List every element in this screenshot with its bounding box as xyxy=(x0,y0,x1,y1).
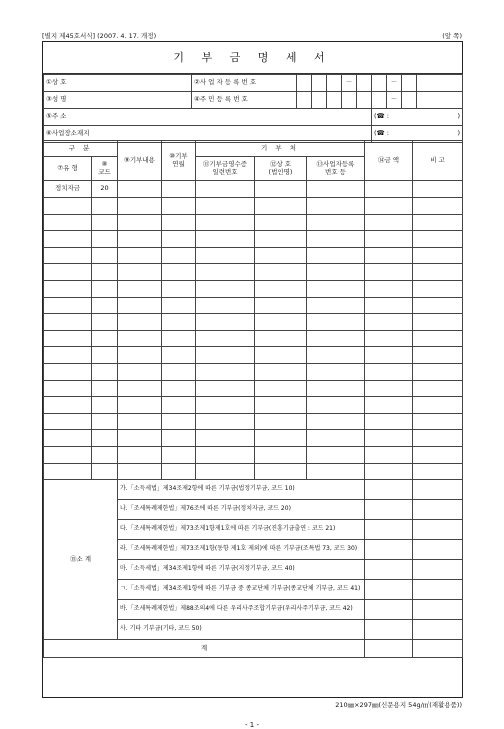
input-cell[interactable] xyxy=(118,247,162,264)
input-cell[interactable] xyxy=(365,397,413,414)
input-cell[interactable] xyxy=(92,214,118,231)
input-cell[interactable] xyxy=(307,430,365,447)
table-row xyxy=(44,446,463,463)
receipt-no-header: ⑪기부금영수증 일련번호 xyxy=(196,157,255,181)
input-cell[interactable] xyxy=(162,463,196,480)
type-cell: 정치자금 xyxy=(44,181,92,198)
table-row xyxy=(44,330,463,347)
input-cell[interactable] xyxy=(118,264,162,281)
input-cell[interactable] xyxy=(365,198,413,215)
biz-reg-no-label: ②사 업 자 등 록 번 호 xyxy=(192,75,297,92)
input-cell[interactable] xyxy=(307,214,365,231)
corp-name-header: ⑫상 호 (법인명) xyxy=(255,157,307,181)
input-cell[interactable] xyxy=(118,347,162,364)
input-cell[interactable] xyxy=(307,446,365,463)
input-cell[interactable] xyxy=(92,231,118,248)
input-cell[interactable] xyxy=(162,330,196,347)
input-cell[interactable] xyxy=(413,247,463,264)
subtotal-label: ⑮소 계 xyxy=(44,480,118,640)
input-cell[interactable] xyxy=(92,363,118,380)
kind-remarks[interactable] xyxy=(413,480,463,500)
resident-no-digit[interactable] xyxy=(312,92,327,109)
table-row xyxy=(44,363,463,380)
input-cell[interactable] xyxy=(365,446,413,463)
biz-reg-no-digit[interactable] xyxy=(357,75,372,92)
input-cell[interactable] xyxy=(196,297,255,314)
input-cell[interactable] xyxy=(365,247,413,264)
input-cell[interactable] xyxy=(196,214,255,231)
total-label: 계 xyxy=(44,640,365,658)
content-header: ⑨기부내용 xyxy=(118,141,162,181)
input-cell[interactable] xyxy=(162,446,196,463)
input-cell[interactable] xyxy=(196,280,255,297)
input-cell[interactable] xyxy=(365,264,413,281)
taxpayer-info-table xyxy=(43,74,463,143)
input-cell[interactable] xyxy=(196,198,255,215)
input-cell[interactable] xyxy=(413,231,463,248)
input-cell[interactable] xyxy=(255,314,307,331)
input-cell[interactable] xyxy=(162,380,196,397)
kind-amount[interactable] xyxy=(365,620,413,640)
donation-table xyxy=(43,140,463,658)
input-cell[interactable] xyxy=(365,330,413,347)
kind-remarks[interactable] xyxy=(413,600,463,620)
input-cell[interactable] xyxy=(255,413,307,430)
input-cell[interactable] xyxy=(118,446,162,463)
month-header: ⑩기부 연월 xyxy=(162,141,196,181)
input-cell[interactable] xyxy=(365,214,413,231)
input-cell[interactable] xyxy=(196,430,255,447)
input-cell[interactable] xyxy=(118,181,162,198)
input-cell[interactable] xyxy=(44,446,92,463)
resident-no-digit[interactable] xyxy=(402,92,417,109)
resident-no-digit[interactable] xyxy=(417,92,463,109)
input-cell[interactable] xyxy=(44,264,92,281)
input-cell[interactable] xyxy=(162,363,196,380)
input-cell[interactable] xyxy=(255,397,307,414)
trade-name-label: ①상 호 xyxy=(44,75,192,92)
input-cell[interactable] xyxy=(44,463,92,480)
phone-suffix: ) xyxy=(457,129,460,138)
input-cell[interactable] xyxy=(255,430,307,447)
kind-remarks[interactable] xyxy=(413,580,463,600)
input-cell[interactable] xyxy=(44,430,92,447)
input-cell[interactable] xyxy=(413,430,463,447)
total-remarks[interactable] xyxy=(413,640,463,658)
input-cell[interactable] xyxy=(196,363,255,380)
input-cell[interactable] xyxy=(196,247,255,264)
resident-no-digit[interactable] xyxy=(357,92,372,109)
input-cell[interactable] xyxy=(255,380,307,397)
input-cell[interactable] xyxy=(413,330,463,347)
input-cell[interactable] xyxy=(307,463,365,480)
donee-header: 기 부 처 xyxy=(196,141,365,157)
input-cell[interactable] xyxy=(413,198,463,215)
table-row xyxy=(44,347,463,364)
biz-reg-no-digit[interactable] xyxy=(402,75,417,92)
input-cell[interactable] xyxy=(162,347,196,364)
input-cell[interactable] xyxy=(44,198,92,215)
dash: － xyxy=(387,92,402,109)
input-cell[interactable] xyxy=(307,181,365,198)
input-cell[interactable] xyxy=(255,181,307,198)
phone-prefix: (☎ : xyxy=(374,129,389,138)
input-cell[interactable] xyxy=(196,446,255,463)
paper-spec: 210㎜×297㎜(신문용지 54g/㎡(재활용품)) xyxy=(335,701,462,709)
kind-amount[interactable] xyxy=(365,540,413,560)
input-cell[interactable] xyxy=(44,330,92,347)
input-cell[interactable] xyxy=(162,413,196,430)
input-cell[interactable] xyxy=(196,397,255,414)
resident-no-label: ④주 민 등 록 번 호 xyxy=(192,92,297,109)
input-cell[interactable] xyxy=(162,231,196,248)
table-row xyxy=(44,413,463,430)
table-row xyxy=(44,314,463,331)
biz-reg-no-digit[interactable] xyxy=(297,75,312,92)
input-cell[interactable] xyxy=(307,314,365,331)
input-cell[interactable] xyxy=(255,214,307,231)
kind-remarks[interactable] xyxy=(413,540,463,560)
input-cell[interactable] xyxy=(162,430,196,447)
input-cell[interactable] xyxy=(162,314,196,331)
input-cell[interactable] xyxy=(307,363,365,380)
input-cell[interactable] xyxy=(365,363,413,380)
input-cell[interactable] xyxy=(92,314,118,331)
input-cell[interactable] xyxy=(307,397,365,414)
input-cell[interactable] xyxy=(118,280,162,297)
kind-label: 라.「조세특례제한법」제73조제1항(동항 제1호 제외)에 따른 기부금(조특법 73, 코드 30) xyxy=(118,540,365,560)
input-cell[interactable] xyxy=(92,347,118,364)
input-cell[interactable] xyxy=(196,380,255,397)
table-row xyxy=(44,380,463,397)
input-cell[interactable] xyxy=(307,280,365,297)
dash: － xyxy=(342,75,357,92)
input-cell[interactable] xyxy=(196,347,255,364)
input-cell[interactable] xyxy=(365,314,413,331)
kind-label: 다.「조세특례제한법」제73조제1항제1호에 따른 기부금(진흥기금출연 : 코드 21) xyxy=(118,520,365,540)
input-cell[interactable] xyxy=(44,297,92,314)
input-cell[interactable] xyxy=(307,330,365,347)
table-row xyxy=(44,264,463,281)
kind-amount[interactable] xyxy=(365,600,413,620)
page-side: (앞 쪽) xyxy=(442,32,462,40)
input-cell[interactable] xyxy=(365,181,413,198)
kind-label: 사. 기타 기부금(기타, 코드 50) xyxy=(118,620,365,640)
page-title: 기 부 금 명 세 서 xyxy=(43,42,462,74)
input-cell[interactable] xyxy=(365,463,413,480)
input-cell[interactable] xyxy=(413,463,463,480)
input-cell[interactable] xyxy=(365,413,413,430)
input-cell[interactable] xyxy=(44,247,92,264)
input-cell[interactable] xyxy=(162,297,196,314)
input-cell[interactable] xyxy=(118,330,162,347)
input-cell[interactable] xyxy=(44,347,92,364)
input-cell[interactable] xyxy=(44,397,92,414)
input-cell[interactable] xyxy=(44,214,92,231)
table-row xyxy=(44,463,463,480)
table-row xyxy=(44,430,463,447)
kind-label: ㄱ.「소득세법」제34조제1항에 따른 기부금 중 종교단체 기부금(종교단체 기부금, 코드 41) xyxy=(118,580,365,600)
input-cell[interactable] xyxy=(307,198,365,215)
biz-reg-no-digit[interactable] xyxy=(312,75,327,92)
form-frame xyxy=(42,41,463,698)
input-cell[interactable] xyxy=(196,181,255,198)
table-row xyxy=(44,297,463,314)
input-cell[interactable] xyxy=(92,247,118,264)
kind-label: 바.「조세특례제한법」제88조의4에 다른 우리사주조합기부금(우리사주기부금, 코드 42) xyxy=(118,600,365,620)
input-cell[interactable] xyxy=(255,363,307,380)
input-cell[interactable] xyxy=(44,413,92,430)
input-cell[interactable] xyxy=(255,330,307,347)
table-row xyxy=(44,198,463,215)
input-cell[interactable] xyxy=(162,214,196,231)
input-cell[interactable] xyxy=(307,264,365,281)
kind-remarks[interactable] xyxy=(413,560,463,580)
input-cell[interactable] xyxy=(44,280,92,297)
phone-prefix: (☎ : xyxy=(374,112,389,121)
input-cell[interactable] xyxy=(92,297,118,314)
form-header xyxy=(42,31,462,40)
resident-no-digit[interactable] xyxy=(297,92,312,109)
input-cell[interactable] xyxy=(307,297,365,314)
input-cell[interactable] xyxy=(413,214,463,231)
amount-header: ⑭금 액 xyxy=(365,141,413,181)
input-cell[interactable] xyxy=(196,413,255,430)
input-cell[interactable] xyxy=(118,363,162,380)
input-cell[interactable] xyxy=(255,198,307,215)
input-cell[interactable] xyxy=(92,330,118,347)
remarks-header: 비 고 xyxy=(413,141,463,181)
input-cell[interactable] xyxy=(92,198,118,215)
category-header: 구 분 xyxy=(44,141,118,157)
input-cell[interactable] xyxy=(307,347,365,364)
input-cell[interactable] xyxy=(413,363,463,380)
input-cell[interactable] xyxy=(413,280,463,297)
resident-no-digit[interactable] xyxy=(327,92,342,109)
table-row xyxy=(44,231,463,248)
input-cell[interactable] xyxy=(413,314,463,331)
resident-no-digit[interactable] xyxy=(342,92,357,109)
input-cell[interactable] xyxy=(118,397,162,414)
input-cell[interactable] xyxy=(255,446,307,463)
kind-amount[interactable] xyxy=(365,520,413,540)
code-cell: 20 xyxy=(92,181,118,198)
input-cell[interactable] xyxy=(413,380,463,397)
table-row xyxy=(44,247,463,264)
biz-address-label: ⑥사업장소재지 xyxy=(44,126,372,143)
kind-label: 마.「소득세법」제34조제1항에 따른 기부금(지정기부금, 코드 40) xyxy=(118,560,365,580)
input-cell[interactable] xyxy=(413,446,463,463)
input-cell[interactable] xyxy=(196,463,255,480)
biz-reg-no-digit[interactable] xyxy=(372,75,387,92)
input-cell[interactable] xyxy=(255,280,307,297)
input-cell[interactable] xyxy=(413,297,463,314)
input-cell[interactable] xyxy=(92,397,118,414)
input-cell[interactable] xyxy=(365,430,413,447)
page-number: - 1 - xyxy=(245,721,259,729)
input-cell[interactable] xyxy=(196,231,255,248)
input-cell[interactable] xyxy=(44,380,92,397)
input-cell[interactable] xyxy=(118,198,162,215)
input-cell[interactable] xyxy=(365,231,413,248)
input-cell[interactable] xyxy=(92,430,118,447)
total-amount[interactable] xyxy=(365,640,413,658)
input-cell[interactable] xyxy=(365,280,413,297)
input-cell[interactable] xyxy=(365,380,413,397)
input-cell[interactable] xyxy=(162,280,196,297)
input-cell[interactable] xyxy=(255,347,307,364)
input-cell[interactable] xyxy=(118,214,162,231)
reg-no-header: ⑬사업자등록 번호 등 xyxy=(307,157,365,181)
input-cell[interactable] xyxy=(255,247,307,264)
biz-reg-no-digit[interactable] xyxy=(417,75,463,92)
kind-label: 나.「조세특례제한법」제76조에 따른 기부금(정치자금, 코드 20) xyxy=(118,500,365,520)
address-phone[interactable] xyxy=(372,109,463,126)
input-cell[interactable] xyxy=(413,181,463,198)
input-cell[interactable] xyxy=(92,446,118,463)
type-header: ⑦유 형 xyxy=(44,157,92,181)
kind-amount[interactable] xyxy=(365,480,413,500)
dash: － xyxy=(387,75,402,92)
input-cell[interactable] xyxy=(413,413,463,430)
input-cell[interactable] xyxy=(118,314,162,331)
kind-label: 가.「소득세법」제34조제2항에 따른 기부금(법정기부금, 코드 10) xyxy=(118,480,365,500)
input-cell[interactable] xyxy=(413,397,463,414)
input-cell[interactable] xyxy=(44,231,92,248)
input-cell[interactable] xyxy=(196,264,255,281)
form-label: [별지 제45호서식] (2007. 4. 17. 개정) xyxy=(42,32,157,40)
input-cell[interactable] xyxy=(255,297,307,314)
kind-amount[interactable] xyxy=(365,500,413,520)
input-cell[interactable] xyxy=(307,231,365,248)
table-row xyxy=(44,280,463,297)
input-cell[interactable] xyxy=(92,463,118,480)
address-label: ⑤주 소 xyxy=(44,109,372,126)
input-cell[interactable] xyxy=(162,264,196,281)
input-cell[interactable] xyxy=(44,314,92,331)
input-cell[interactable] xyxy=(92,413,118,430)
input-cell[interactable] xyxy=(196,314,255,331)
input-cell[interactable] xyxy=(255,463,307,480)
input-cell[interactable] xyxy=(92,280,118,297)
input-cell[interactable] xyxy=(162,181,196,198)
input-cell[interactable] xyxy=(307,380,365,397)
input-cell[interactable] xyxy=(365,347,413,364)
input-cell[interactable] xyxy=(365,297,413,314)
input-cell[interactable] xyxy=(118,231,162,248)
kind-remarks[interactable] xyxy=(413,620,463,640)
kind-remarks[interactable] xyxy=(413,520,463,540)
kind-amount[interactable] xyxy=(365,560,413,580)
kind-amount[interactable] xyxy=(365,580,413,600)
input-cell[interactable] xyxy=(255,231,307,248)
input-cell[interactable] xyxy=(413,264,463,281)
input-cell[interactable] xyxy=(196,330,255,347)
code-header: ⑧ 코드 xyxy=(92,157,118,181)
input-cell[interactable] xyxy=(92,264,118,281)
input-cell[interactable] xyxy=(118,297,162,314)
input-cell[interactable] xyxy=(92,380,118,397)
table-row xyxy=(44,181,463,198)
input-cell[interactable] xyxy=(413,347,463,364)
input-cell[interactable] xyxy=(162,198,196,215)
input-cell[interactable] xyxy=(118,430,162,447)
input-cell[interactable] xyxy=(118,463,162,480)
input-cell[interactable] xyxy=(118,380,162,397)
biz-reg-no-digit[interactable] xyxy=(327,75,342,92)
input-cell[interactable] xyxy=(307,413,365,430)
table-row xyxy=(44,214,463,231)
input-cell[interactable] xyxy=(118,413,162,430)
input-cell[interactable] xyxy=(162,397,196,414)
phone-suffix: ) xyxy=(457,112,460,121)
name-label: ③성 명 xyxy=(44,92,192,109)
table-row xyxy=(44,397,463,414)
input-cell[interactable] xyxy=(44,363,92,380)
input-cell[interactable] xyxy=(162,247,196,264)
input-cell[interactable] xyxy=(307,247,365,264)
kind-remarks[interactable] xyxy=(413,500,463,520)
input-cell[interactable] xyxy=(255,264,307,281)
resident-no-digit[interactable] xyxy=(372,92,387,109)
